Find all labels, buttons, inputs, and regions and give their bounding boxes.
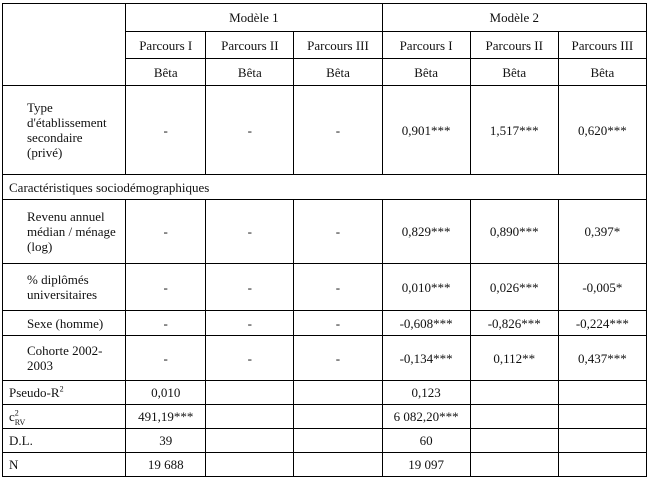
cell: 0,026***	[470, 264, 558, 311]
model-1-stat: 491,19***	[126, 405, 206, 429]
empty-cell	[206, 405, 294, 429]
cell: -	[126, 336, 206, 381]
corner-cell	[3, 4, 126, 86]
cell: 0,890***	[470, 200, 558, 264]
empty-cell	[558, 405, 646, 429]
cell: 0,010***	[382, 264, 470, 311]
cell: -0,134***	[382, 336, 470, 381]
section-row	[3, 175, 647, 200]
cell: -0,005*	[558, 264, 646, 311]
table-row	[3, 336, 647, 381]
stat-label	[3, 381, 126, 405]
table-row	[3, 86, 647, 175]
stat-label-text: D.L.	[9, 433, 33, 448]
model-2-stat: 60	[382, 429, 470, 453]
row-label: Type d'établissement secondaire (privé)	[3, 86, 126, 175]
empty-cell	[558, 429, 646, 453]
empty-cell	[294, 405, 382, 429]
cell: -	[126, 200, 206, 264]
cell: -	[294, 311, 382, 336]
cell: -	[206, 86, 294, 175]
empty-cell	[470, 405, 558, 429]
cell: -0,608***	[382, 311, 470, 336]
empty-cell	[558, 453, 646, 477]
stats-row	[3, 429, 647, 453]
beta-header: Bêta	[206, 59, 294, 86]
cell: -	[206, 200, 294, 264]
stat-label-sub: RV	[14, 417, 26, 427]
cell: 1,517***	[470, 86, 558, 175]
table-row	[3, 200, 647, 264]
parcours-header: Parcours II	[206, 32, 294, 59]
row-label: Sexe (homme)	[3, 311, 126, 336]
model-1-header: Modèle 1	[126, 4, 382, 32]
empty-cell	[294, 381, 382, 405]
model-header-row	[3, 4, 647, 32]
stat-label-sup: 2	[59, 384, 64, 394]
parcours-header: Parcours II	[470, 32, 558, 59]
empty-cell	[206, 381, 294, 405]
beta-header: Bêta	[470, 59, 558, 86]
parcours-header: Parcours I	[382, 32, 470, 59]
row-label: Cohorte 2002-2003	[3, 336, 126, 381]
parcours-header: Parcours III	[558, 32, 646, 59]
cell: 0,901***	[382, 86, 470, 175]
empty-cell	[470, 453, 558, 477]
beta-header: Bêta	[382, 59, 470, 86]
cell: -0,826***	[470, 311, 558, 336]
cell: -	[294, 336, 382, 381]
cell: -	[206, 311, 294, 336]
table-row	[3, 264, 647, 311]
cell: -0,224***	[558, 311, 646, 336]
beta-header: Bêta	[558, 59, 646, 86]
cell: 0,112**	[470, 336, 558, 381]
cell: 0,397*	[558, 200, 646, 264]
stat-label-text: Pseudo-R	[9, 385, 60, 400]
empty-cell	[558, 381, 646, 405]
beta-header: Bêta	[294, 59, 382, 86]
row-label: % diplômés universitaires	[3, 264, 126, 311]
cell: 0,437***	[558, 336, 646, 381]
stats-row	[3, 405, 647, 429]
cell: -	[126, 311, 206, 336]
empty-cell	[470, 429, 558, 453]
row-label: Revenu annuel médian / ménage (log)	[3, 200, 126, 264]
stat-label	[3, 405, 126, 429]
section-label: Caractéristiques sociodémographiques	[3, 175, 647, 200]
stat-label	[3, 429, 126, 453]
cell: -	[126, 86, 206, 175]
empty-cell	[206, 429, 294, 453]
cell: -	[206, 336, 294, 381]
empty-cell	[294, 429, 382, 453]
empty-cell	[470, 381, 558, 405]
empty-cell	[206, 453, 294, 477]
stats-row	[3, 453, 647, 477]
model-2-stat: 0,123	[382, 381, 470, 405]
cell: -	[294, 86, 382, 175]
cell: -	[126, 264, 206, 311]
stat-label-sup: 2	[14, 408, 19, 418]
beta-header: Bêta	[126, 59, 206, 86]
parcours-header: Parcours I	[126, 32, 206, 59]
model-1-stat: 39	[126, 429, 206, 453]
stats-row	[3, 381, 647, 405]
model-2-header: Modèle 2	[382, 4, 646, 32]
stat-label-text: c	[9, 409, 15, 424]
cell: -	[294, 200, 382, 264]
stat-label	[3, 453, 126, 477]
table-row	[3, 311, 647, 336]
empty-cell	[294, 453, 382, 477]
parcours-header: Parcours III	[294, 32, 382, 59]
cell: -	[294, 264, 382, 311]
cell: -	[206, 264, 294, 311]
model-2-stat: 19 097	[382, 453, 470, 477]
stat-label-text: N	[9, 457, 19, 472]
cell: 0,620***	[558, 86, 646, 175]
model-1-stat: 0,010	[126, 381, 206, 405]
model-1-stat: 19 688	[126, 453, 206, 477]
regression-table	[2, 3, 647, 477]
model-2-stat: 6 082,20***	[382, 405, 470, 429]
cell: 0,829***	[382, 200, 470, 264]
